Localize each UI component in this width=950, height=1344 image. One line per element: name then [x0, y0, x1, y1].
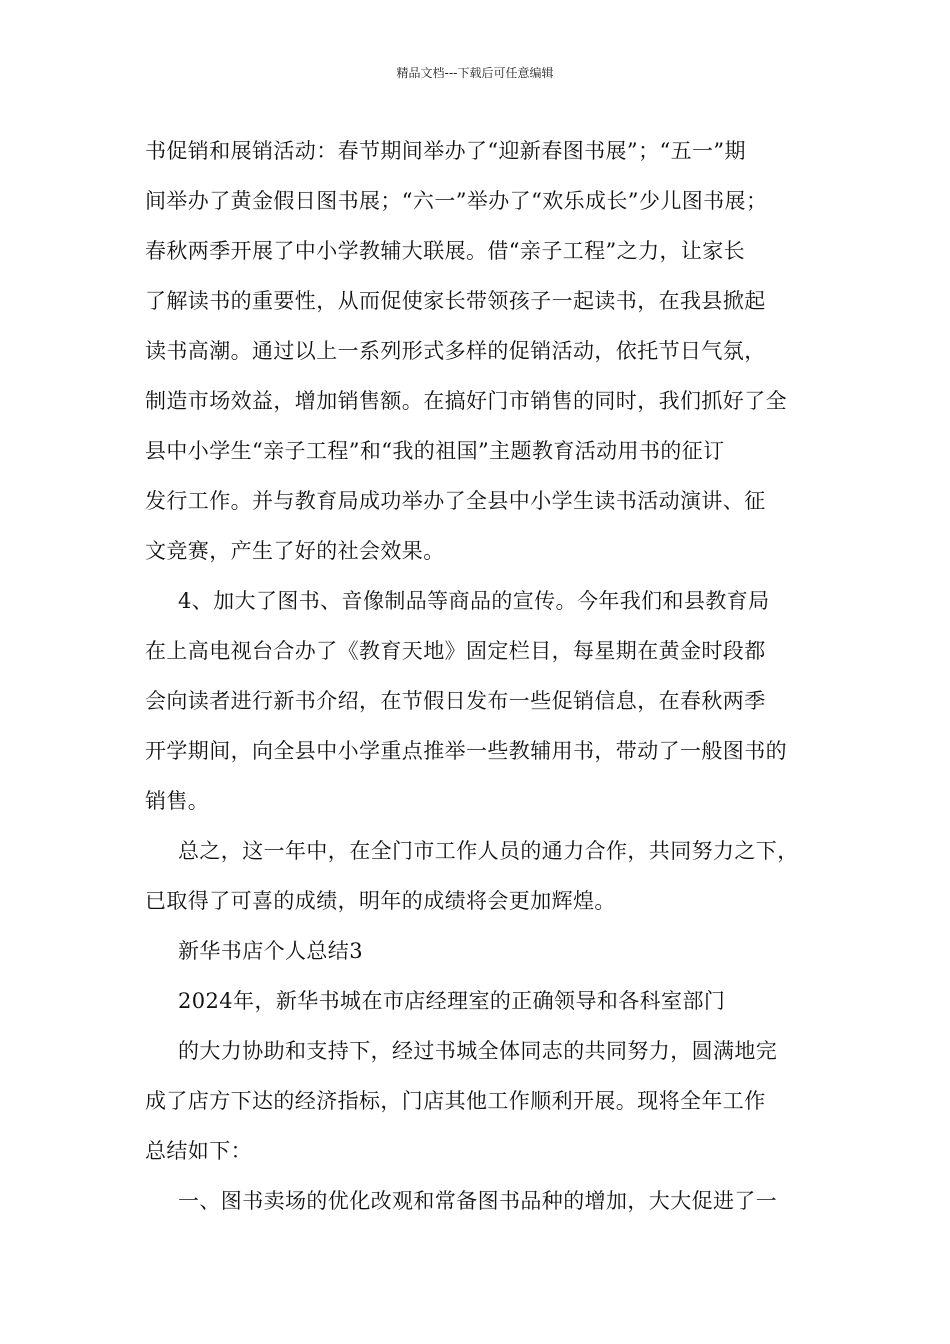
text-line: 成了店方下达的经济指标，门店其他工作顺利开展。现将全年工作 — [145, 1089, 766, 1113]
paragraph-start-line: 一、图书卖场的优化改观和常备图书品种的增加，大大促进了一 — [178, 1189, 778, 1213]
text-line: 春秋两季开展了中小学教辅大联展。借“亲子工程”之力，让家长 — [145, 239, 746, 263]
section-heading: 新华书店个人总结3 — [178, 939, 363, 963]
paragraph-start-line: 总之，这一年中，在全门市工作人员的通力合作，共同努力之下， — [178, 839, 799, 863]
text-line: 间举办了黄金假日图书展；“六一”举办了“欢乐成长”少儿图书展； — [145, 189, 768, 213]
text-line: 总结如下： — [145, 1139, 252, 1163]
document-body — [145, 126, 815, 1226]
text-line: 制造市场效益，增加销售额。在搞好门市销售的同时，我们抓好了全 — [145, 389, 787, 413]
text-line: 销售。 — [145, 789, 210, 813]
text-line: 县中小学生“亲子工程”和“我的祖国”主题教育活动用书的征订 — [145, 439, 725, 463]
text-line: 文竞赛，产生了好的社会效果。 — [145, 539, 445, 563]
page-header: 精品文档---下载后可任意编辑 — [396, 66, 554, 80]
text-line: 开学期间，向全县中小学重点推举一些教辅用书，带动了一般图书的 — [145, 739, 787, 763]
paragraph-start-line: 4、加大了图书、音像制品等商品的宣传。今年我们和县教育局 — [178, 589, 770, 613]
text-line: 发行工作。并与教育局成功举办了全县中小学生读书活动演讲、征 — [145, 489, 766, 513]
text-line: 书促销和展销活动：春节期间举办了“迎新春图书展”；“五一”期 — [145, 139, 746, 163]
text-line: 在上高电视台合办了《教育天地》固定栏目，每星期在黄金时段都 — [145, 639, 766, 663]
text-line: 已取得了可喜的成绩，明年的成绩将会更加辉煌。 — [145, 889, 616, 913]
text-line: 读书高潮。通过以上一系列形式多样的促销活动，依托节日气氛， — [145, 339, 766, 363]
text-line: 会向读者进行新书介绍，在节假日发布一些促销信息，在春秋两季 — [145, 689, 766, 713]
text-line: 了解读书的重要性，从而促使家长带领孩子一起读书，在我县掀起 — [145, 289, 766, 313]
paragraph-start-line: 2024年，新华书城在市店经理室的正确领导和各科室部门 — [178, 989, 726, 1013]
text-line: 的大力协助和支持下，经过书城全体同志的共同努力，圆满地完 — [178, 1039, 778, 1063]
